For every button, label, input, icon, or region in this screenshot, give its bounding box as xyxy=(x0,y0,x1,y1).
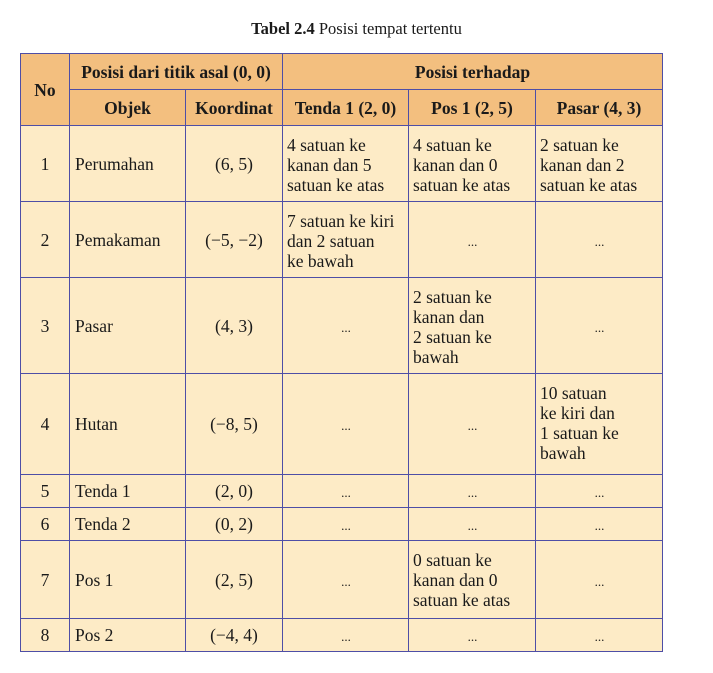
cell-pos1: 0 satuan ke kanan dan 0 satuan ke atas xyxy=(409,541,536,619)
cell-pasar: ... xyxy=(536,508,663,541)
table-body xyxy=(21,126,663,652)
cell-no: 2 xyxy=(21,202,70,278)
header-group-origin: Posisi dari titik asal (0, 0) xyxy=(70,54,283,90)
cell-no: 6 xyxy=(21,508,70,541)
cell-tenda1: ... xyxy=(283,374,409,475)
table-row xyxy=(21,202,663,278)
cell-koordinat: (6, 5) xyxy=(186,126,283,202)
cell-pos1: ... xyxy=(409,202,536,278)
cell-objek: Pasar xyxy=(70,278,186,374)
cell-koordinat: (2, 5) xyxy=(186,541,283,619)
cell-objek: Pos 2 xyxy=(70,619,186,652)
cell-no: 4 xyxy=(21,374,70,475)
cell-no: 5 xyxy=(21,475,70,508)
cell-pasar: ... xyxy=(536,475,663,508)
table-row xyxy=(21,126,663,202)
cell-pasar: 2 satuan ke kanan dan 2 satuan ke atas xyxy=(536,126,663,202)
cell-pasar: 10 satuan ke kiri dan 1 satuan ke bawah xyxy=(536,374,663,475)
cell-no: 3 xyxy=(21,278,70,374)
cell-no: 7 xyxy=(21,541,70,619)
cell-tenda1: ... xyxy=(283,475,409,508)
cell-koordinat: (−5, −2) xyxy=(186,202,283,278)
cell-pasar: ... xyxy=(536,278,663,374)
cell-tenda1: 7 satuan ke kiri dan 2 satuan ke bawah xyxy=(283,202,409,278)
cell-objek: Hutan xyxy=(70,374,186,475)
table-row xyxy=(21,508,663,541)
cell-tenda1: ... xyxy=(283,619,409,652)
cell-tenda1: ... xyxy=(283,541,409,619)
cell-tenda1: ... xyxy=(283,278,409,374)
header-objek: Objek xyxy=(70,90,186,126)
cell-koordinat: (−4, 4) xyxy=(186,619,283,652)
cell-objek: Pos 1 xyxy=(70,541,186,619)
header-koordinat: Koordinat xyxy=(186,90,283,126)
cell-pos1: 2 satuan ke kanan dan 2 satuan ke bawah xyxy=(409,278,536,374)
cell-tenda1: 4 satuan ke kanan dan 5 satuan ke atas xyxy=(283,126,409,202)
cell-objek: Tenda 2 xyxy=(70,508,186,541)
header-tenda1: Tenda 1 (2, 0) xyxy=(283,90,409,126)
cell-koordinat: (4, 3) xyxy=(186,278,283,374)
caption-label: Tabel 2.4 xyxy=(251,19,315,38)
cell-koordinat: (0, 2) xyxy=(186,508,283,541)
cell-koordinat: (2, 0) xyxy=(186,475,283,508)
header-group-relative: Posisi terhadap xyxy=(283,54,663,90)
header-pasar: Pasar (4, 3) xyxy=(536,90,663,126)
header-pos1: Pos 1 (2, 5) xyxy=(409,90,536,126)
cell-pos1: ... xyxy=(409,374,536,475)
cell-no: 8 xyxy=(21,619,70,652)
table-row xyxy=(21,541,663,619)
table-row xyxy=(21,374,663,475)
cell-pasar: ... xyxy=(536,541,663,619)
cell-tenda1: ... xyxy=(283,508,409,541)
cell-objek: Pemakaman xyxy=(70,202,186,278)
cell-pasar: ... xyxy=(536,202,663,278)
table-row xyxy=(21,619,663,652)
cell-pos1: ... xyxy=(409,475,536,508)
cell-objek: Perumahan xyxy=(70,126,186,202)
table-row xyxy=(21,475,663,508)
cell-pasar: ... xyxy=(536,619,663,652)
table-caption xyxy=(0,19,713,39)
caption-text: Posisi tempat tertentu xyxy=(318,19,462,38)
header-no: No xyxy=(21,54,70,126)
cell-pos1: 4 satuan ke kanan dan 0 satuan ke atas xyxy=(409,126,536,202)
cell-koordinat: (−8, 5) xyxy=(186,374,283,475)
position-table xyxy=(20,53,663,652)
cell-pos1: ... xyxy=(409,508,536,541)
cell-no: 1 xyxy=(21,126,70,202)
table-row xyxy=(21,278,663,374)
cell-objek: Tenda 1 xyxy=(70,475,186,508)
cell-pos1: ... xyxy=(409,619,536,652)
